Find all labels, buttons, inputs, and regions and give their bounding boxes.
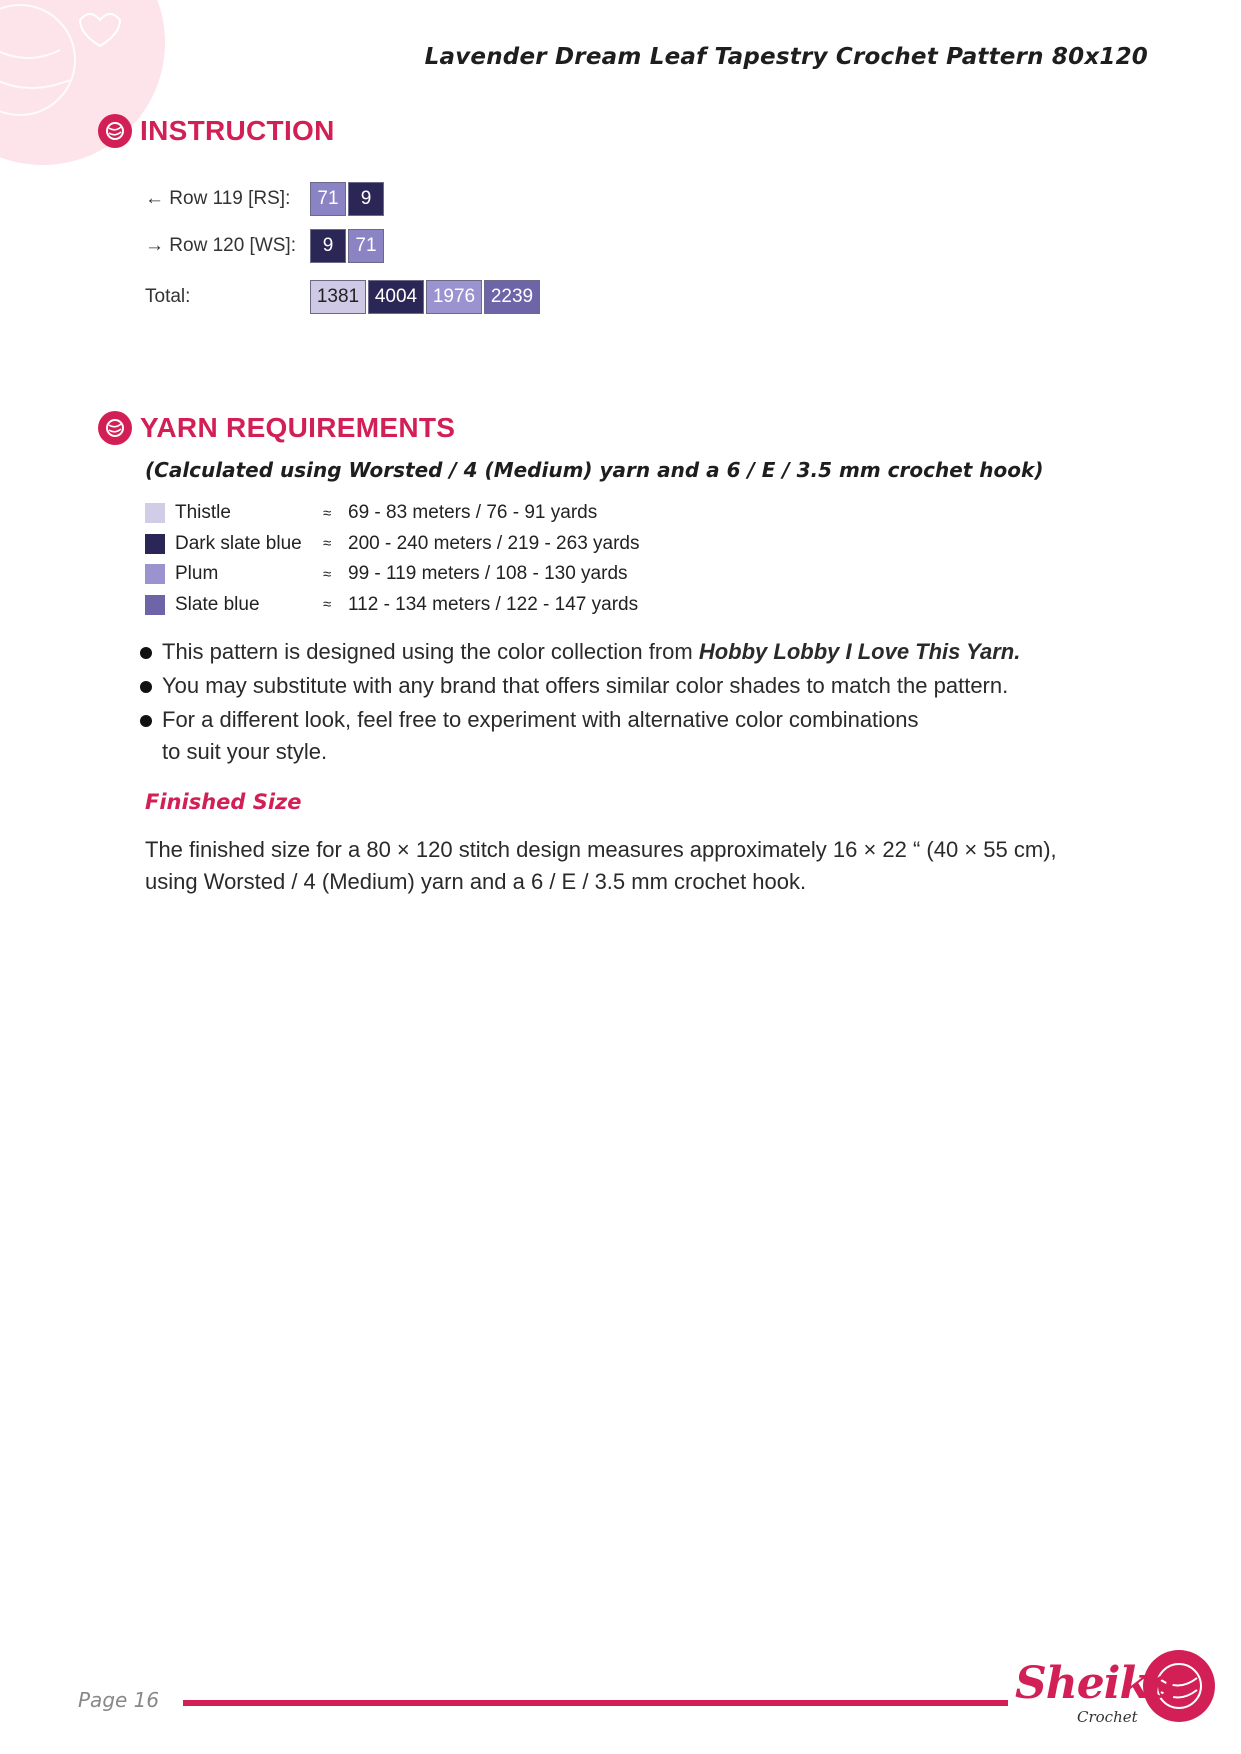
note-item bbox=[140, 704, 1130, 768]
yarn-subtitle: (Calculated using Worsted / 4 (Medium) yarn and a 6 / E / 3.5 mm crochet hook) bbox=[145, 458, 1044, 482]
yarn-name: Slate blue bbox=[175, 593, 260, 615]
finished-size-line: The finished size for a 80 × 120 stitch design measures approximately 16 × 22 “ (40 × 55 cm), bbox=[145, 837, 1057, 862]
yarn-list bbox=[145, 498, 640, 620]
brand-name: Hobby Lobby I Love This Yarn. bbox=[698, 639, 1021, 664]
brand-logo bbox=[1015, 1650, 1215, 1740]
note-text: You may substitute with any brand that offers similar color shades to match the pattern. bbox=[162, 673, 1009, 698]
yarn-amount: 99 - 119 meters / 108 - 130 yards bbox=[348, 563, 628, 585]
total-cell: 1976 bbox=[426, 280, 482, 314]
color-swatch bbox=[145, 534, 165, 554]
yarn-requirements-heading bbox=[98, 411, 455, 445]
color-swatch bbox=[145, 503, 165, 523]
totals-row bbox=[145, 280, 542, 314]
bullet-dot-icon bbox=[140, 715, 152, 727]
yarn-item bbox=[145, 590, 640, 621]
yarn-badge-icon bbox=[98, 114, 132, 148]
row-120 bbox=[145, 229, 386, 263]
approx-symbol: ≈ bbox=[323, 504, 332, 522]
yarn-item bbox=[145, 498, 640, 529]
logo-subtext: Crochet bbox=[1077, 1708, 1138, 1726]
row-label: ← Row 119 [RS]: bbox=[145, 188, 291, 209]
total-cell: 2239 bbox=[484, 280, 540, 314]
approx-symbol: ≈ bbox=[323, 535, 332, 553]
stitch-cell: 9 bbox=[310, 229, 346, 263]
color-swatch bbox=[145, 564, 165, 584]
bullet-dot-icon bbox=[140, 647, 152, 659]
total-cell: 1381 bbox=[310, 280, 366, 314]
note-text: For a different look, feel free to experiment with alternative color combinations bbox=[162, 707, 919, 732]
total-cell: 4004 bbox=[368, 280, 424, 314]
row-119 bbox=[145, 182, 386, 216]
footer-divider bbox=[183, 1700, 1008, 1706]
approx-symbol: ≈ bbox=[323, 596, 332, 614]
yarn-name: Plum bbox=[175, 563, 219, 585]
row-label: → Row 120 [WS]: bbox=[145, 235, 296, 256]
finished-size-heading: Finished Size bbox=[145, 790, 302, 814]
page-number: Page 16 bbox=[78, 1688, 160, 1712]
document-title: Lavender Dream Leaf Tapestry Crochet Pattern 80x120 bbox=[424, 44, 1148, 70]
finished-size-text bbox=[145, 834, 1145, 898]
notes-list bbox=[140, 636, 1130, 770]
approx-symbol: ≈ bbox=[323, 565, 332, 583]
note-text-cont: to suit your style. bbox=[162, 739, 328, 764]
note-text: This pattern is designed using the color collection from bbox=[162, 639, 699, 664]
stitch-cell: 9 bbox=[348, 182, 384, 216]
instruction-heading-text: INSTRUCTION bbox=[140, 115, 335, 146]
finished-size-line: using Worsted / 4 (Medium) yarn and a 6 / E / 3.5 mm crochet hook. bbox=[145, 869, 807, 894]
yarn-badge-icon bbox=[98, 411, 132, 445]
bullet-dot-icon bbox=[140, 681, 152, 693]
yarn-name: Thistle bbox=[175, 502, 231, 524]
color-swatch bbox=[145, 595, 165, 615]
instruction-heading bbox=[98, 114, 335, 148]
yarn-item bbox=[145, 559, 640, 590]
yarn-amount: 200 - 240 meters / 219 - 263 yards bbox=[348, 532, 640, 554]
note-item bbox=[140, 636, 1130, 668]
yarn-amount: 69 - 83 meters / 76 - 91 yards bbox=[348, 502, 598, 524]
yarn-item bbox=[145, 529, 640, 560]
stitch-cell: 71 bbox=[310, 182, 346, 216]
yarn-name: Dark slate blue bbox=[175, 532, 302, 554]
stitch-cell: 71 bbox=[348, 229, 384, 263]
logo-text: Sheika bbox=[1015, 1658, 1177, 1709]
yarn-requirements-heading-text: YARN REQUIREMENTS bbox=[140, 412, 456, 443]
note-item bbox=[140, 670, 1130, 702]
yarn-amount: 112 - 134 meters / 122 - 147 yards bbox=[348, 593, 639, 615]
total-label: Total: bbox=[145, 286, 191, 307]
